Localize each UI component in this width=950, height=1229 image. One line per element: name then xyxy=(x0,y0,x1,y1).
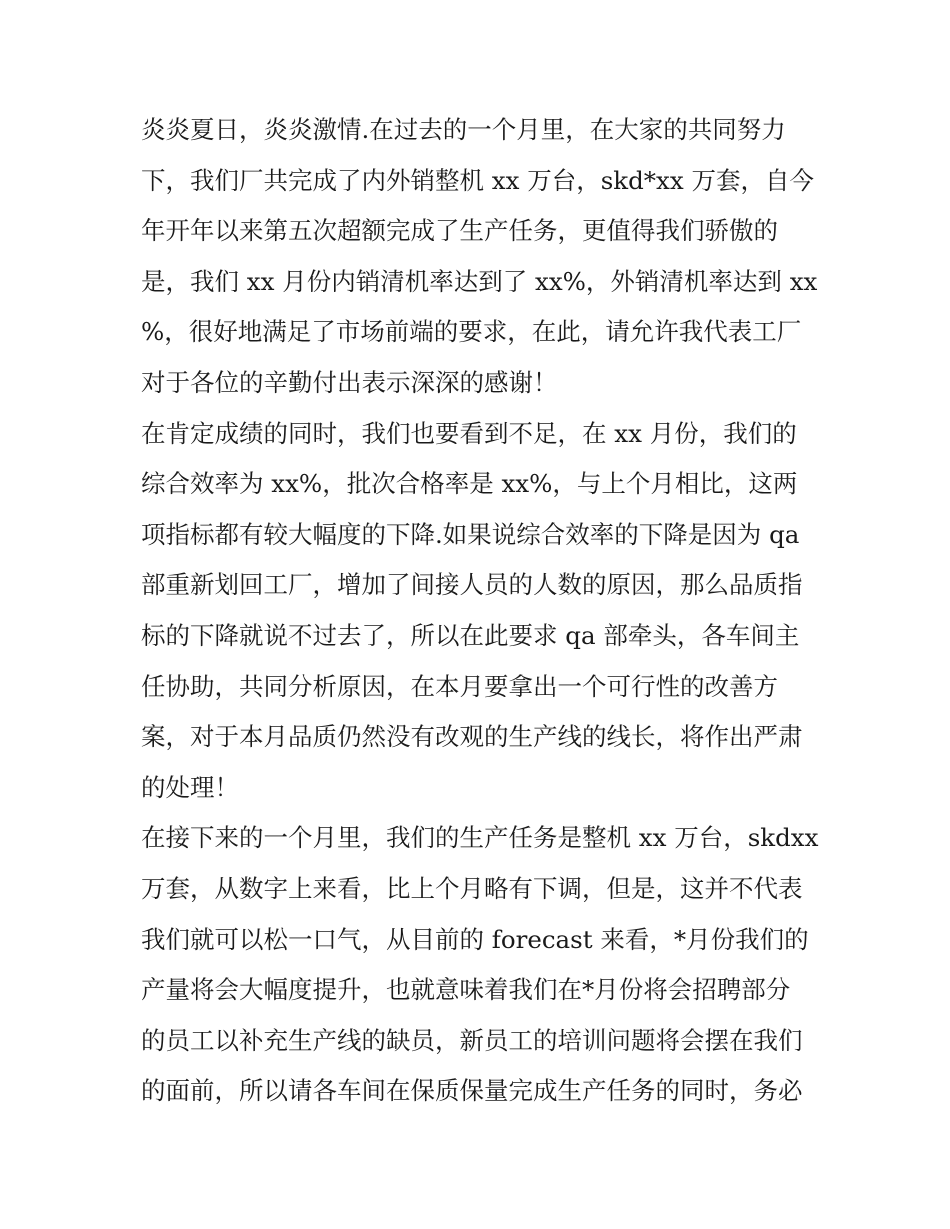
text-line: 的员工以补充生产线的缺员，新员工的培训问题将会摆在我们 xyxy=(141,1025,803,1055)
text-line: 标的下降就说不过去了，所以在此要求 qa 部牵头，各车间主 xyxy=(141,620,800,650)
text-line: 项指标都有较大幅度的下降.如果说综合效率的下降是因为 qa xyxy=(141,519,800,549)
text-line: 在肯定成绩的同时，我们也要看到不足，在 xx 月份，我们的 xyxy=(141,418,797,448)
text-line: 的面前，所以请各车间在保质保量完成生产任务的同时，务必 xyxy=(141,1076,803,1106)
text-line: 炎炎夏日，炎炎激情.在过去的一个月里，在大家的共同努力 xyxy=(141,115,786,144)
text-line: 是，我们 xx 月份内销清机率达到了 xx%，外销清机率达到 xx xyxy=(141,266,818,296)
text-line: 综合效率为 xx%，批次合格率是 xx%，与上个月相比，这两 xyxy=(141,469,798,499)
text-line: 下，我们厂共完成了内外销整机 xx 万台，skd*xx 万套，自今 xyxy=(141,165,814,195)
text-line: 对于各位的辛勤付出表示深深的感谢！ xyxy=(141,367,558,397)
text-line: 万套，从数字上来看，比上个月略有下调，但是，这并不代表 xyxy=(141,873,803,903)
text-line: 的处理！ xyxy=(141,772,239,802)
text-line: 部重新划回工厂，增加了间接人员的人数的原因，那么品质指 xyxy=(141,570,803,600)
text-line: 任协助，共同分析原因，在本月要拿出一个可行性的改善方 xyxy=(141,671,778,701)
text-line: 在接下来的一个月里，我们的生产任务是整机 xx 万台，skdxx xyxy=(141,823,819,853)
text-line: 案，对于本月品质仍然没有改观的生产线的线长，将作出严肃 xyxy=(141,722,803,752)
text-line: 产量将会大幅度提升，也就意味着我们在*月份将会招聘部分 xyxy=(141,975,791,1005)
text-line: 我们就可以松一口气，从目前的 forecast 来看，*月份我们的 xyxy=(141,924,809,954)
document-body xyxy=(141,105,821,1117)
text-line: %，很好地满足了市场前端的要求，在此，请允许我代表工厂 xyxy=(141,317,802,347)
text-line: 年开年以来第五次超额完成了生产任务，更值得我们骄傲的 xyxy=(141,216,778,246)
